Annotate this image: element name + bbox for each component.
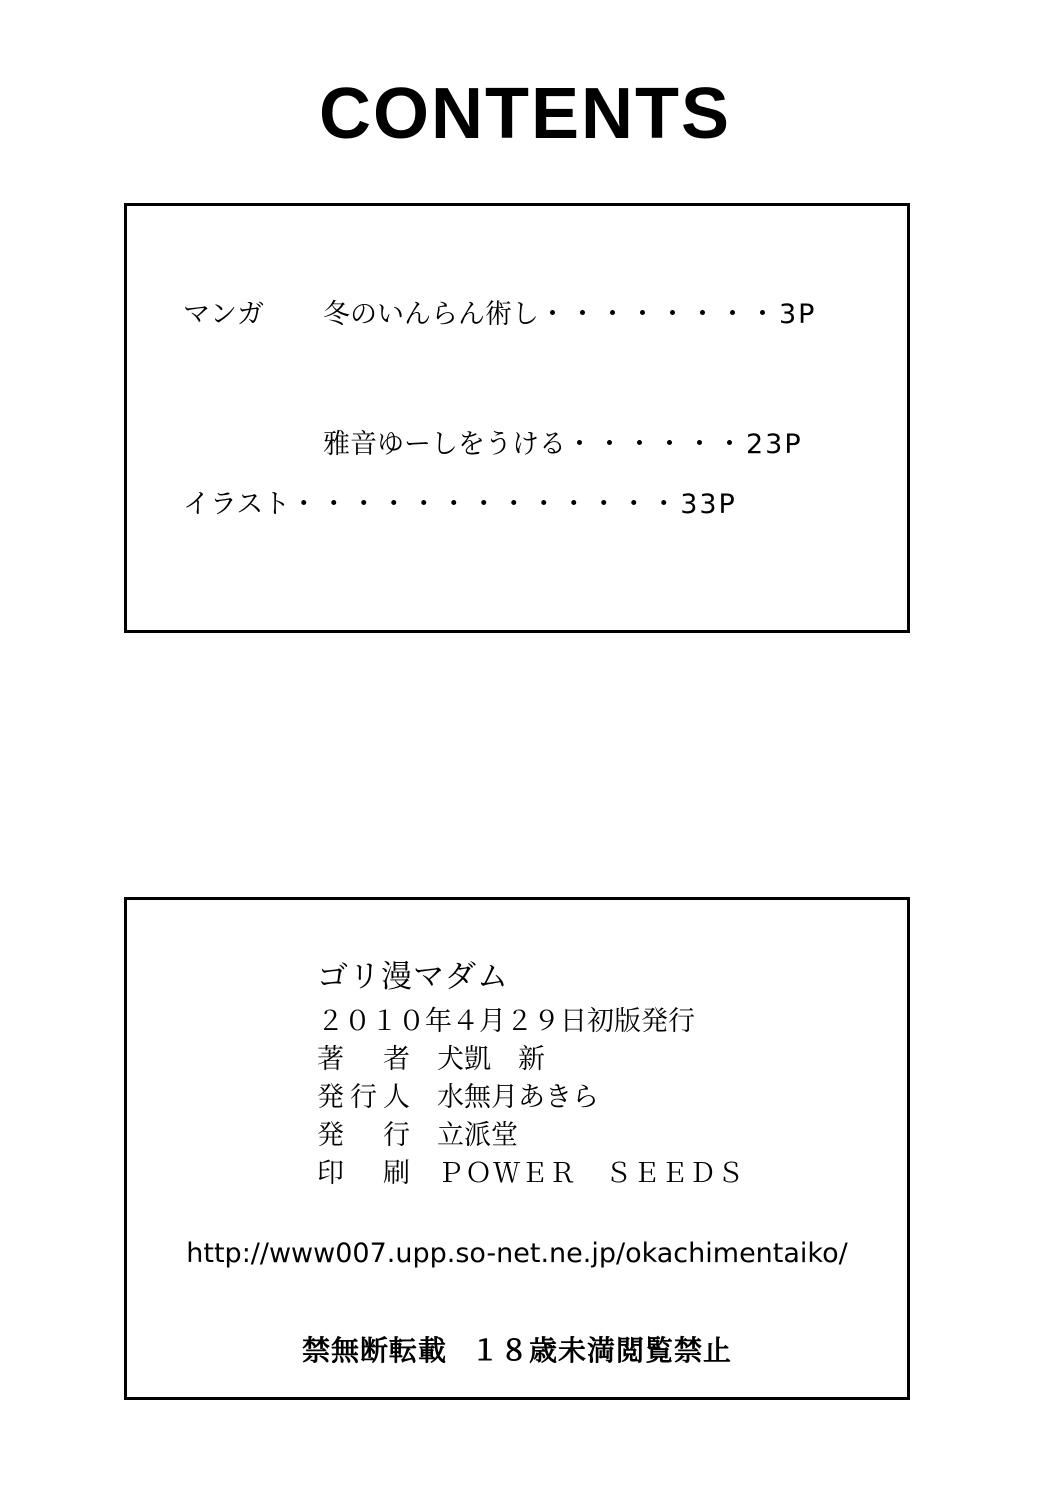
toc-entry-3-leader: ・・・・・・・・・・・・・ (290, 489, 681, 520)
colophon-publisher-row (317, 1122, 518, 1149)
toc-entry-2 (323, 431, 803, 458)
colophon-warning-no-reprint: 禁無断転載 (301, 1334, 447, 1367)
toc-entry-2-leader: ・・・・・・ (566, 429, 746, 460)
colophon-publisher-person-label: 発行人 (317, 1082, 416, 1113)
colophon-printer-row (317, 1160, 745, 1187)
table-of-contents-box (124, 203, 910, 633)
colophon-publisher-value: 立派堂 (437, 1120, 518, 1151)
colophon-warning-age-restriction: １８歳未満閲覧禁止 (471, 1334, 733, 1367)
toc-entry-2-title: 雅音ゆーしをうける (323, 429, 566, 460)
colophon-publisher-person-row (317, 1084, 599, 1111)
colophon-printer-value: ＰＯＷＥＲ ＳＥＥＤＳ (437, 1158, 745, 1189)
toc-entry-1-leader: ・・・・・・・・ (539, 299, 779, 330)
colophon-book-title: ゴリ漫マダム (317, 959, 509, 995)
colophon-printer-label: 印 刷 (317, 1158, 416, 1189)
colophon-author-label: 著 者 (317, 1044, 416, 1075)
toc-entry-1-page: 3P (779, 299, 817, 330)
colophon-author-row (317, 1046, 545, 1073)
colophon-warning-row (127, 1334, 907, 1367)
colophon-publication-date: ２０１０年４月２９日初版発行 (317, 1006, 695, 1037)
page-title: CONTENTS (319, 74, 731, 154)
toc-entry-1-category: マンガ (183, 299, 264, 330)
colophon-author-value: 犬凱 新 (437, 1044, 545, 1075)
colophon-box (124, 897, 910, 1400)
colophon-publisher-person-value: 水無月あきら (437, 1082, 599, 1113)
toc-entry-1-title: 冬のいんらん術し (323, 299, 539, 330)
toc-entry-3-title: イラスト (183, 489, 291, 520)
colophon-publisher-label: 発 行 (317, 1120, 416, 1151)
toc-entry-1 (183, 301, 816, 328)
colophon-website-url[interactable]: http://www007.upp.so-net.ne.jp/okachimentaiko/ (186, 1238, 848, 1269)
toc-entry-3 (183, 491, 737, 518)
toc-entry-2-page: 23P (746, 429, 803, 460)
toc-entry-3-page: 33P (680, 489, 737, 520)
